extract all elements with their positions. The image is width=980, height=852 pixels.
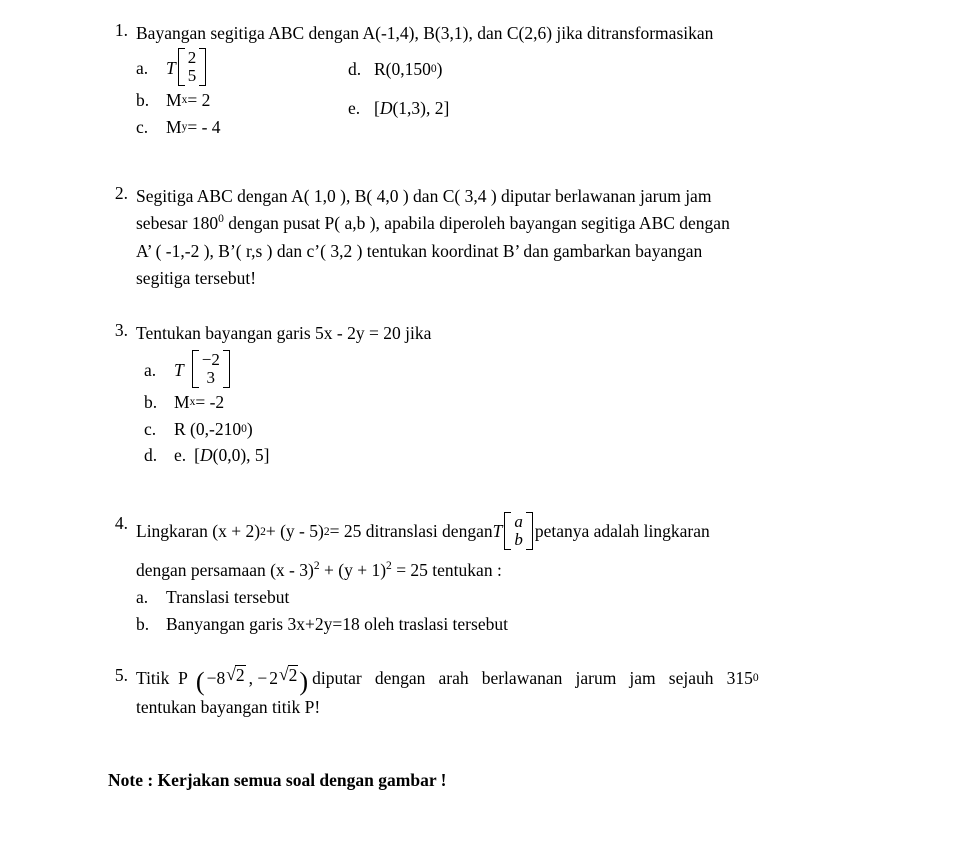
rotation-description: diputar dengan arah berlawanan jarum jam sejauh 315 bbox=[312, 668, 753, 688]
translation-operator-T: T bbox=[166, 58, 176, 79]
problem-4-option-a bbox=[136, 584, 900, 610]
option-a-value bbox=[166, 49, 208, 87]
dilation-symbol-D: D bbox=[379, 97, 393, 118]
problem-1-options bbox=[136, 47, 910, 140]
bracket-close: ] bbox=[443, 97, 450, 118]
problem-2-number: 2. bbox=[114, 183, 128, 203]
translation-matrix bbox=[178, 48, 207, 86]
image-equation-part-3: = 25 tentukan : bbox=[391, 560, 502, 581]
option-b-value: M x = -2 bbox=[174, 389, 224, 415]
option-b-value: Banyangan garis 3x+2y=18 oleh traslasi tersebut bbox=[166, 613, 508, 634]
rotation-close: ) bbox=[246, 418, 253, 439]
option-b-label: b. bbox=[136, 90, 150, 111]
translation-matrix bbox=[192, 350, 230, 388]
problem-1-stem: Bayangan segitiga ABC dengan A(-1,4), B(3,1), dan C(2,6) jika ditransformasikan bbox=[136, 23, 714, 43]
bracket-close: ] bbox=[263, 444, 270, 465]
problem-5 bbox=[100, 665, 905, 725]
circle-equation-part-3: = 25 ditranslasi dengan bbox=[329, 521, 493, 542]
problem-4-number: 4. bbox=[114, 513, 128, 533]
rotation-text: R (0,-210 bbox=[174, 418, 242, 439]
dilation-params: (0,0), 5 bbox=[212, 444, 264, 465]
matrix-entry-bottom: 3 bbox=[206, 368, 216, 388]
option-c-label: c. bbox=[136, 116, 149, 137]
problem-3-option-d bbox=[144, 442, 910, 468]
paren-close: ) bbox=[299, 666, 309, 696]
dilation-symbol-D: D bbox=[199, 444, 213, 465]
degree-superscript: 0 bbox=[218, 213, 224, 226]
bracket-left bbox=[178, 48, 185, 86]
coordinate-x bbox=[207, 665, 247, 691]
matrix-column bbox=[199, 350, 223, 388]
image-equation-part-2: + (y + 1) bbox=[319, 560, 387, 581]
matrix-column bbox=[185, 48, 200, 86]
problem-1-option-e bbox=[348, 95, 910, 121]
line-2-pre: sebesar 180 bbox=[136, 213, 219, 234]
rotation-text: R(0,150 bbox=[374, 59, 431, 80]
problem-3-option-c bbox=[144, 416, 910, 442]
sqrt-icon bbox=[226, 665, 245, 686]
note-text: Note : Kerjakan semua soal dengan gambar ! bbox=[108, 770, 447, 790]
problem-3 bbox=[100, 320, 910, 468]
problem-4-option-b bbox=[136, 611, 900, 637]
sqrt-icon bbox=[279, 665, 298, 686]
matrix-entry-bottom: b bbox=[514, 530, 523, 550]
problem-1-option-c bbox=[136, 114, 348, 140]
option-c-label: c. bbox=[144, 418, 157, 439]
mirror-symbol: M bbox=[166, 90, 182, 111]
problem-1-option-d bbox=[348, 56, 910, 82]
option-d-value: R(0,150 0 ) bbox=[374, 56, 442, 82]
point-coordinates bbox=[195, 664, 309, 696]
coefficient: 2 bbox=[269, 668, 279, 688]
option-a-value bbox=[174, 351, 232, 389]
coordinate-separator: , − bbox=[248, 668, 268, 688]
mirror-value: = -2 bbox=[195, 392, 225, 413]
option-d-label: d. bbox=[144, 444, 158, 465]
problem-2 bbox=[100, 183, 900, 292]
problem-3-stem: Tentukan bayangan garis 5x - 2y = 20 jika bbox=[136, 323, 432, 343]
option-a-label: a. bbox=[144, 360, 157, 381]
translation-matrix bbox=[504, 512, 533, 550]
bracket-right bbox=[223, 350, 230, 388]
bracket-right bbox=[199, 48, 206, 86]
translation-operator-T: T bbox=[492, 521, 503, 542]
problem-1 bbox=[100, 20, 910, 140]
problem-4 bbox=[100, 513, 900, 637]
problem-5-number: 5. bbox=[114, 665, 128, 685]
coordinate-y bbox=[269, 665, 299, 691]
matrix-entry-bottom: 5 bbox=[187, 66, 197, 86]
option-e-label: e. bbox=[348, 97, 361, 118]
problem-2-line-4: segitiga tersebut! bbox=[136, 267, 257, 288]
mirror-value: = - 4 bbox=[187, 116, 221, 137]
coefficient: −8 bbox=[206, 668, 226, 688]
problem-4-line-1: Lingkaran (x + 2) 2 + (y - 5) 2 = 25 ditranslasi dengan T a b petanya adalah lingkaran bbox=[136, 512, 710, 550]
matrix-column bbox=[511, 512, 526, 550]
matrix-entry-top: −2 bbox=[201, 350, 220, 370]
option-d-value bbox=[174, 442, 269, 468]
mirror-symbol: M bbox=[174, 392, 190, 413]
option-a-label: a. bbox=[136, 587, 149, 608]
bracket-left bbox=[504, 512, 511, 550]
translation-operator-T: T bbox=[174, 360, 184, 381]
image-equation-part-1: dengan persamaan (x - 3) bbox=[136, 560, 314, 581]
exponent-2: 2 bbox=[386, 560, 392, 573]
bracket-open: [ bbox=[194, 444, 200, 465]
problem-1-number: 1. bbox=[114, 20, 128, 40]
problem-5-line-1: Titik P ( −8 √ 2 , − 2 √ 2 ) diputar dengan arah berlawanan jarum jam sejauh 315 0 bbox=[136, 664, 759, 696]
line-2-post: dengan pusat P( a,b ), apabila diperoleh bayangan segitiga ABC dengan bbox=[223, 213, 730, 234]
circle-equation-part-4: petanya adalah lingkaran bbox=[534, 521, 710, 542]
problem-4-line-2 bbox=[136, 557, 900, 584]
radical-sign: √ bbox=[279, 664, 289, 684]
mirror-value: = 2 bbox=[187, 90, 211, 111]
circle-equation-part-2: + (y - 5) bbox=[265, 521, 324, 542]
problem-2-line-1: Segitiga ABC dengan A( 1,0 ), B( 4,0 ) dan C( 3,4 ) diputar berlawanan jarum jam bbox=[136, 186, 712, 206]
radicand: 2 bbox=[288, 665, 298, 685]
matrix-entry-top: a bbox=[514, 512, 523, 531]
radical-sign: √ bbox=[226, 664, 236, 684]
exponent-2: 2 bbox=[313, 560, 320, 573]
problem-1-option-a bbox=[136, 49, 348, 87]
option-e-value bbox=[374, 95, 449, 121]
bracket-open: [ bbox=[374, 97, 380, 118]
problem-2-line-3: A’ ( -1,-2 ), B’( r,s ) dan c’( 3,2 ) tentukan koordinat B’ dan gambarkan bayangan bbox=[136, 240, 703, 261]
problem-3-number: 3. bbox=[114, 320, 128, 340]
problem-2-line-2 bbox=[136, 210, 900, 237]
bracket-left bbox=[192, 350, 199, 388]
option-c-value: M y = - 4 bbox=[166, 114, 221, 140]
option-d-label: d. bbox=[348, 59, 362, 80]
circle-equation-part-1: Lingkaran (x + 2) bbox=[136, 521, 261, 542]
problem-1-options-right bbox=[348, 47, 910, 140]
problem-3-option-a bbox=[144, 351, 910, 389]
paren-open: ( bbox=[195, 666, 205, 696]
option-b-label: b. bbox=[144, 392, 158, 413]
option-e-label: e. bbox=[174, 444, 187, 465]
dilation-params: (1,3), 2 bbox=[392, 97, 444, 118]
option-c-value: R (0,-210 0 ) bbox=[174, 416, 253, 442]
option-b-value: M x = 2 bbox=[166, 87, 210, 113]
problem-3-option-b bbox=[144, 389, 910, 415]
point-label: Titik P bbox=[136, 668, 188, 688]
radicand: 2 bbox=[235, 665, 245, 685]
problem-5-line-2: tentukan bayangan titik P! bbox=[136, 697, 321, 718]
problem-1-options-left bbox=[136, 47, 348, 140]
bracket-right bbox=[526, 512, 533, 550]
option-a-label: a. bbox=[136, 58, 149, 79]
rotation-close: ) bbox=[436, 59, 443, 80]
mirror-symbol: M bbox=[166, 116, 182, 137]
option-b-label: b. bbox=[136, 613, 150, 634]
option-a-value: Translasi tersebut bbox=[166, 587, 290, 608]
matrix-entry-top: 2 bbox=[187, 48, 197, 68]
problem-1-option-b bbox=[136, 87, 348, 113]
